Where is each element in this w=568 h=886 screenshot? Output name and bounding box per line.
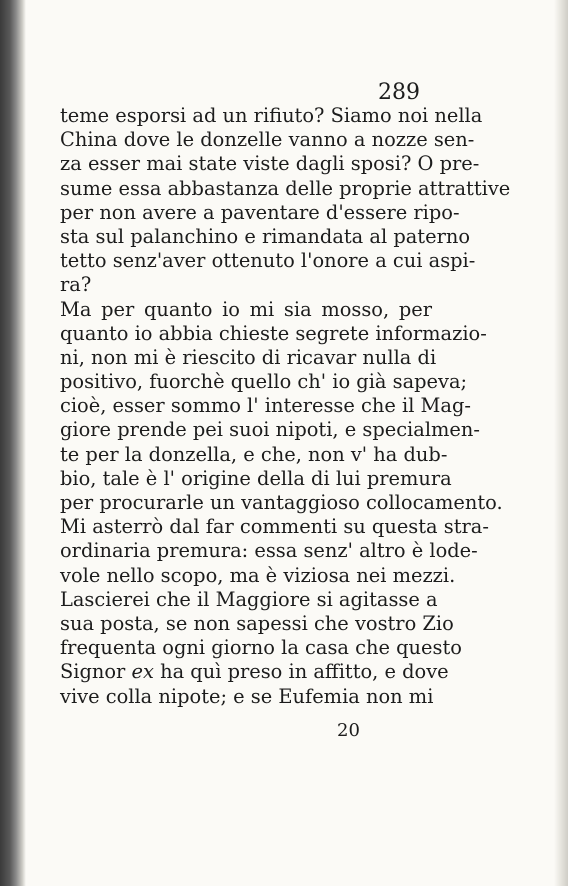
text-line: te per la donzella, e che, non v' ha dub- — [60, 442, 448, 466]
text-line: quanto io abbia chieste segrete informazio- — [60, 321, 487, 345]
text-line: per non avere a paventare d'essere ripo- — [60, 200, 460, 224]
page-edge-shadow — [554, 0, 568, 886]
text-line: China dove le donzelle vanno a nozze sen- — [60, 128, 475, 152]
text-line: teme esporsi ad un rifiuto? Siamo noi nella — [60, 104, 483, 127]
text-line: Signor ex ha quì preso in affitto, e dove — [60, 660, 449, 684]
text-line: per procurarle un vantaggioso collocamento. — [60, 491, 503, 514]
signature-mark: 20 — [337, 720, 360, 741]
text-line: ordinaria premura: essa senz' altro è lode- — [60, 539, 478, 563]
text-line: vole nello scopo, ma è viziosa nei mezzi. — [60, 563, 456, 587]
text-line: ra? — [60, 273, 92, 297]
text-line: positivo, fuorchè quello ch' io già sapeva; — [60, 370, 468, 394]
book-spine-shadow — [0, 0, 26, 886]
text-line: Lascierei che il Maggiore si agitasse a — [60, 587, 438, 611]
text-line: Ma per quanto io mi sia mosso, per — [60, 297, 432, 321]
text-line: vive colla nipote; e se Eufemia non mi — [60, 684, 434, 708]
text-line: za esser mai state viste dagli sposi? O pre- — [60, 152, 480, 176]
text-line: Mi asterrò dal far commenti su questa stra- — [60, 515, 489, 539]
text-line: giore prende pei suoi nipoti, e specialmen- — [60, 418, 480, 442]
text-line: cioè, esser sommo l' interesse che il Mag- — [60, 394, 471, 418]
text-line: sua posta, se non sapessi che vostro Zio — [60, 611, 454, 635]
text-line: frequenta ogni giorno la casa che questo — [60, 636, 462, 660]
text-line: ni, non mi è riescito di ricavar nulla di — [60, 345, 437, 369]
text-line: sume essa abbastanza delle proprie attrattive — [60, 176, 511, 200]
text-line: bio, tale è l' origine della di lui premura — [60, 466, 452, 490]
body-text — [60, 104, 511, 709]
text-line: sta sul palanchino e rimandata al paterno — [60, 224, 471, 248]
page-number: 289 — [378, 80, 420, 105]
text-line: tetto senz'aver ottenuto l'onore a cui aspi- — [60, 249, 476, 273]
